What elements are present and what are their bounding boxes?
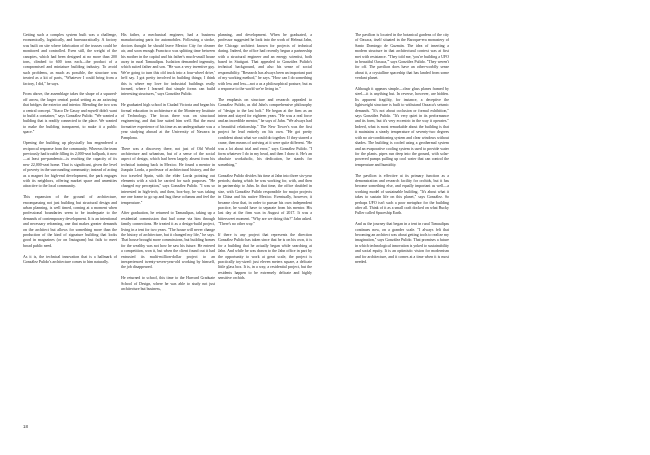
text-column-3 <box>218 32 312 437</box>
text-column-4 <box>355 32 449 437</box>
paragraph: From above, the assemblage takes the shape of a squared-off arrow, the larger central portal setting as an axiswing that bridges the exterior and interior. Blending the two was a central concept. "Ataco De Gasoy and myself didn't want to build a container," says González Pulido. "We wanted a building that is readily connected to the place. We wanted to make the building transparent, to make it a public space." <box>23 91 117 135</box>
paragraph: After graduation, he returned to Tamaulipas, taking up a residential commission that had come via him through family connections. He treated it as a design-build project, living in a tent for two years. "The house will never change the history of architecture, but it changed my life," he says. That house brought more commissions, but building homes for the wealthy was not how he saw his future. He entered a competition, won it, but when the client found out it had entrusted its multi-million-dollar project to an inexperienced twenty-seven-year-old working by himself, the job disappeared. <box>121 210 215 270</box>
paragraph: And as the journey that began in a tent in rural Tamaulipas continues now, on a grander scale. "I always felt that becoming an architect was about getting tools to realize my imagination," says González Pulido. That promises a future in which technological innovation is yoked to sustainability and social equity. It is an optimistic vision for modernism and for architecture, and it comes at a time when it is most needed. <box>355 221 449 265</box>
paragraph: González Pulido divides his time at Jahn into three six-year periods; during which he was working for, with, and then in partnership to Jahn. In that time, the office doubled in size, with González Pulido responsible for major projects in China and his native Mexico. Eventually, however, it became clear that, in order to pursue his own independent practice, he would have to separate from his mentor. His last day at the firm was in August of 2017. It was a bittersweet moment. "Why are we doing this?" Jahn asked. "There's no other way." <box>218 172 312 227</box>
right-page <box>325 0 650 455</box>
paragraph: His father, a mechanical engineer, had a business manufacturing parts for automobiles. Following a stroke, doctors thought he should leave Mexico City for cleaner air, and soon enough Francisco was splitting time between his mother in the capital and his father's much-small house away in rural Tamaulipas. Isolation demanded ingenuity, which suited father and son. "He was a very inventive guy. We're going to turn this old truck into a four-wheel drive,' he'd say. I got pretty involved in building things; I think this is where my love for industrial buildings really formed, where I learned that simple forms can build interesting structures," says González Pulido. <box>121 32 215 97</box>
paragraph: He graduated high school in Ciudad Victoria and began his formal education in architecture at the Monterrey Institute of Technology. The focus there was on structural engineering, and that line suited him well. But the most formative experience of his time as an undergraduate was a year studying abroad at the University of Navarra in Pamplona. <box>121 102 215 140</box>
paragraph: This expansion of the ground of architecture, encompassing not just building but structural design and urban planning, is well timed, coming at a moment when professional boundaries seem to be inadequate to the demands of contemporary development. It is an intentional and necessary reframing, one that makes greater demands on the architect but allows for something more than the production of the kind of signature building that looks good in magazines (or on Instagram) but fails to meet broad public need. <box>23 194 117 248</box>
paragraph: Although it appears simple—clear glass planes framed by steel—it is anything but. In reverse, however, are hidden. Its apparent fragility, for instance, a deceptive the lightweight structure is built to withstand Oaxaca's seismic demands. "It's not about occlusion or formal exhibition," says González Pulido. "It's very quiet in its performance and its form, but it's very eccentric in the way it operates." Indeed, what is most remarkable about the building is that it maintains a steady temperature of seventy-two degrees with no air-conditioning system and clear windows without shades. The building is cooled using a geothermal system and an evaporative cooling system is used to provide water for the plants. pipes run deep into the ground, with solar-powered pumps pulling up cool water that can control the temperature and humidity. <box>355 86 449 167</box>
paragraph: Opening the building up physically has engendered a reciprocal response from the community. Whereas the team previously had trouble filling its 2,000-seat ballpark, it now—at least pre-pandemic—is reaching the capacity of its new 22,000-seat home. That is significant, given the level of poverty in the surrounding community; instead of acting as a magnet for high-end development, the park engages with its neighbors, offering market space and amenities attractive to the local community. <box>23 140 117 189</box>
text-column-2 <box>121 32 215 437</box>
paragraph: The emphasis on structure and research appealed to González Pulido, as did Jahn's comprehensive philosophy of "design to the last bolt." He began at the firm as an intern and stayed for eighteen years. "He was a real force and an incredible mentor," he says of Jahn. "We always had a beautiful relationship." The New Tower's was the first project he lead entirely on his own. "He got pretty confident about what we could do together. If they starred a crane, then means of arriving at it were quite different. "He was a lot about trial and error," says González Pulido. "I form whatever I do in my head, and then I draw it. He's an absolute workaholic, his dedication, he stands for something." <box>218 96 312 167</box>
text-column-1 <box>23 32 117 437</box>
paragraph: Getting such a complex system built was a challenge, economically, logistically, and bureaucratically. A factory was built on site where fabrication of the trusses could be monitored and controlled. Even still, the weight of the canopies, which had been designed at no more than 200 tons, climbed to 600 tons each—the product of a compromised and miniature building industry. To avoid such problems, as much as possible, the structure was treated as a kit of parts, "Whatever I could bring from a factory, I did," he says. <box>23 32 117 86</box>
paragraph: The pavilion is located in the botanical gardens of the city of Oaxaca, itself situated in the Baroque-era monastery of Santo Domingo de Guzmán. The idea of inserting a modern structure in that architectural context was at first met with resistance. "They told me, 'you're building a UFO in beautiful Oaxaca,'" says González Pulido. "They weren't for off. The pavilion does have an other-worldly sense about it, a crystalline spaceship that has landed from some verdant planet. <box>355 32 449 81</box>
paragraph: As it is, the technical innovation that is a hallmark of González Pulido's architecture comes to him naturally. <box>23 253 117 264</box>
paragraph: planning, and development. When he graduated, a professor suggested he look into the work of Helmut Jahn, the Chicago architect known for projects of technical daring. Indeed, the office had recently begun a partnership with a structural engineer and an energy scientist, both based in Stuttgart. That appealed to González Pulido's technical background, and also his sense of social responsibility. "Research has always been an important part of my working method," he says. "How can I do something with less and less—not a as a philosophical posture, but as a response to the world we're living in." <box>218 32 312 92</box>
page-number: 18 <box>23 424 29 429</box>
paragraph: There was a discovery there, not just of Old World architecture and urbanism, but of a sense of the social aspect of design, which had been largely absent from his technical training back in Mexico. He found a mentor in Joaquín Lorda, a professor of architectural history, and the two traveled Spain, with the elder Lorda pointing out elements with a stick he carried for such purposes. "He changed my perception," says González Pulido. "I was so interested in high-tech, and then, box-boy, he was taking me one frame to go up and hug these columns and feel the temperature." <box>121 145 215 205</box>
paragraph: He returned to school, this time to the Harvard Graduate School of Design, where he was able to study not just architecture but business, <box>121 275 215 292</box>
paragraph: If there is any project that represents the direction González Pulido has taken since that he is on his own, it is for a building that he actually began while searching at Jahn. And while he was drawn to the Jahn office in part by the opportunity to work at great scale, the project is practically toy-sized: just eleven meters square, a delicate little glass box. It is, in a way, a residential project, but the residents happen to be extremely delicate and highly sensitive orchids. <box>218 231 312 281</box>
paragraph: The pavilion is effective at its primary function as a demonstration and research facility for orchids, but it has become something else, and equally important as well—a working model of sustainable building. "It's about what it takes to sustain life on this planet," says González. So perhaps UFO isn't such a poor metaphor for the building after all. Think of it as a small craft docked on what Bucky Fuller called Spaceship Earth. <box>355 172 449 216</box>
